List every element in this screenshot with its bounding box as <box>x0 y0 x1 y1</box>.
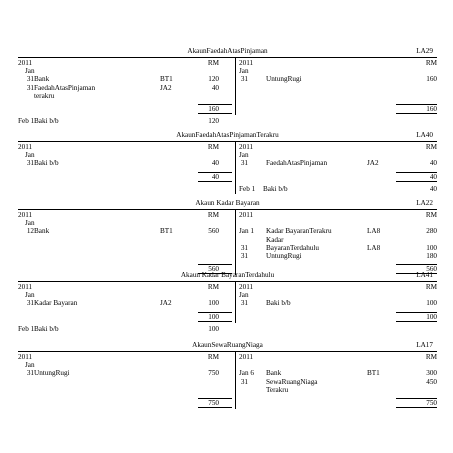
credit-total: 40 <box>429 172 437 181</box>
credit-currency: RM <box>425 353 437 361</box>
credit-entry-day: 31 <box>240 75 248 84</box>
credit-entry-amount: 300 <box>426 369 437 378</box>
credit-entry-desc: FaedahAtasPinjaman <box>266 159 328 168</box>
debit-year: 2011 <box>18 353 33 361</box>
credit-entry-amount: 100 <box>426 299 437 308</box>
debit-entry-day: 31 <box>26 369 34 378</box>
credit-entry-desc: UntungRugi <box>266 75 302 84</box>
debit-total: 160 <box>208 105 219 113</box>
credit-entry-day: Jan 6 <box>239 369 254 378</box>
credit-year: 2011 <box>239 283 254 291</box>
credit-currency: RM <box>425 59 437 67</box>
credit-total: 560 <box>426 265 437 274</box>
debit-total-rule-bottom <box>198 113 232 114</box>
debit-entry-desc: Kadar Bayaran <box>34 299 78 308</box>
credit-entry-folio: LA8 <box>367 227 381 236</box>
credit-entry-desc: SewaRuangNiaga <box>266 377 318 386</box>
debit-month: Jan <box>25 291 35 300</box>
debit-entry-desc: Baki b/b <box>34 159 59 168</box>
credit-entry-desc: Terakru <box>266 385 289 394</box>
balance-amount: 40 <box>429 184 437 193</box>
debit-total-rule-bottom <box>198 407 232 408</box>
debit-entry-desc: Bank <box>34 227 50 236</box>
debit-total: 750 <box>208 399 219 407</box>
credit-entry-amount: 280 <box>426 227 437 236</box>
credit-entry-amount: 450 <box>426 377 437 386</box>
credit-month: Jan <box>239 67 249 76</box>
debit-currency: RM <box>207 143 219 151</box>
credit-entry-folio: LA8 <box>367 243 381 252</box>
balance-desc: Baki b/b <box>263 184 288 193</box>
debit-total-rule-bottom <box>198 181 232 182</box>
debit-entry-desc: FaedahAtasPinjaman <box>34 83 96 92</box>
credit-month: Jan <box>239 151 249 160</box>
account-header <box>18 198 437 210</box>
debit-month: Jan <box>25 219 35 228</box>
credit-year: 2011 <box>239 353 254 361</box>
credit-total-rule-bottom <box>396 113 437 114</box>
credit-currency: RM <box>425 211 437 219</box>
debit-year: 2011 <box>18 59 33 67</box>
debit-total-rule-bottom <box>198 321 232 322</box>
account-code: LA41 <box>416 271 433 279</box>
account-center-rule <box>235 141 236 194</box>
credit-total-rule-bottom <box>396 321 437 322</box>
debit-total: 40 <box>211 172 219 181</box>
account-code: LA22 <box>416 199 433 207</box>
credit-entry-day: 31 <box>240 377 248 386</box>
debit-entry-day: 31 <box>26 299 34 308</box>
credit-entry-desc: Baki b/b <box>266 299 291 308</box>
debit-entry-amount: 750 <box>208 369 219 378</box>
account-title: Akaun Kadar BayaranTerdahulu <box>180 271 275 279</box>
debit-year: 2011 <box>18 143 33 151</box>
ledger-account <box>18 340 437 407</box>
credit-entry-amount: 160 <box>426 75 437 84</box>
ledger-account <box>18 270 437 333</box>
account-center-rule <box>235 281 236 323</box>
debit-year: 2011 <box>18 211 33 219</box>
credit-month: Jan <box>239 291 249 300</box>
balance-desc: Baki b/b <box>34 117 59 125</box>
account-center-rule <box>235 57 236 115</box>
debit-year: 2011 <box>18 283 33 291</box>
credit-entry-day: 31 <box>240 159 248 168</box>
credit-entry-amount: 180 <box>426 252 437 260</box>
account-header <box>18 46 437 58</box>
credit-total: 100 <box>426 312 437 321</box>
credit-entry-desc: Kadar BayaranTerakru <box>266 227 332 236</box>
debit-entry-amount: 560 <box>208 227 219 236</box>
debit-total: 560 <box>208 265 219 274</box>
credit-entry-amount: 100 <box>426 243 437 252</box>
debit-entry-folio: JA2 <box>160 83 172 92</box>
debit-month: Jan <box>25 361 35 370</box>
credit-entry-folio: JA2 <box>367 159 379 168</box>
account-title: AkaunFaedahAtasPinjamanTerakru <box>176 131 279 139</box>
balance-desc: Baki b/b <box>34 324 59 333</box>
ledger-account <box>18 46 437 125</box>
account-code: LA29 <box>416 47 433 55</box>
debit-entry-folio: JA2 <box>160 299 172 308</box>
debit-currency: RM <box>207 283 219 291</box>
credit-entry-day: 31 <box>240 243 248 252</box>
ledger-account <box>18 198 437 274</box>
credit-year: 2011 <box>239 59 254 67</box>
debit-currency: RM <box>207 211 219 219</box>
credit-entry-amount: 40 <box>429 159 437 168</box>
debit-entry-desc: Bank <box>34 75 50 84</box>
debit-month: Jan <box>25 151 35 160</box>
account-center-rule <box>235 351 236 409</box>
debit-entry-day: 31 <box>26 83 34 92</box>
account-title: Akaun Kadar Bayaran <box>195 199 260 207</box>
credit-entry-day: 31 <box>240 252 248 260</box>
debit-entry-desc: UntungRugi <box>34 369 70 378</box>
account-header <box>18 340 437 352</box>
debit-month: Jan <box>25 67 35 76</box>
debit-entry-amount: 120 <box>208 75 219 84</box>
account-center-rule <box>235 209 236 275</box>
balance-date: Feb 1 <box>18 324 35 333</box>
credit-currency: RM <box>425 283 437 291</box>
balance-amount: 100 <box>208 324 219 333</box>
credit-entry-folio: BT1 <box>367 369 380 378</box>
debit-entry-day: 31 <box>26 75 34 84</box>
account-code: LA17 <box>416 341 433 349</box>
debit-currency: RM <box>207 59 219 67</box>
account-header <box>18 130 437 142</box>
account-title: AkaunFaedahAtasPinjaman <box>187 47 268 55</box>
credit-entry-day: Jan 1 <box>239 227 254 236</box>
debit-entry-folio: BT1 <box>160 75 173 84</box>
credit-year: 2011 <box>239 211 254 219</box>
credit-total: 160 <box>426 105 437 113</box>
account-title: AkaunSewaRuangNiaga <box>192 341 263 349</box>
credit-total-rule-bottom <box>396 181 437 182</box>
account-code: LA40 <box>416 131 433 139</box>
credit-entry-day: 31 <box>240 299 248 308</box>
credit-entry-desc: BayaranTerdahulu <box>266 243 319 252</box>
debit-entry-day: 31 <box>26 159 34 168</box>
debit-entry-day: 12 <box>26 227 34 236</box>
debit-entry-amount: 40 <box>211 159 219 168</box>
debit-entry-amount: 40 <box>211 83 219 92</box>
ledger-account <box>18 130 437 193</box>
credit-entry-desc: Bank <box>266 369 282 378</box>
debit-entry-desc: terakru <box>34 91 55 100</box>
account-header <box>18 270 437 282</box>
debit-currency: RM <box>207 353 219 361</box>
credit-year: 2011 <box>239 143 254 151</box>
credit-entry-desc: Kadar <box>266 235 284 244</box>
balance-date: Feb 1 <box>18 117 35 125</box>
debit-total: 100 <box>208 312 219 321</box>
credit-total-rule-bottom <box>396 407 437 408</box>
credit-total: 750 <box>426 399 437 407</box>
balance-amount: 120 <box>208 117 219 125</box>
balance-date: Feb 1 <box>239 184 256 193</box>
credit-entry-desc: UntungRugi <box>266 252 302 260</box>
debit-entry-folio: BT1 <box>160 227 173 236</box>
debit-entry-amount: 100 <box>208 299 219 308</box>
credit-currency: RM <box>425 143 437 151</box>
